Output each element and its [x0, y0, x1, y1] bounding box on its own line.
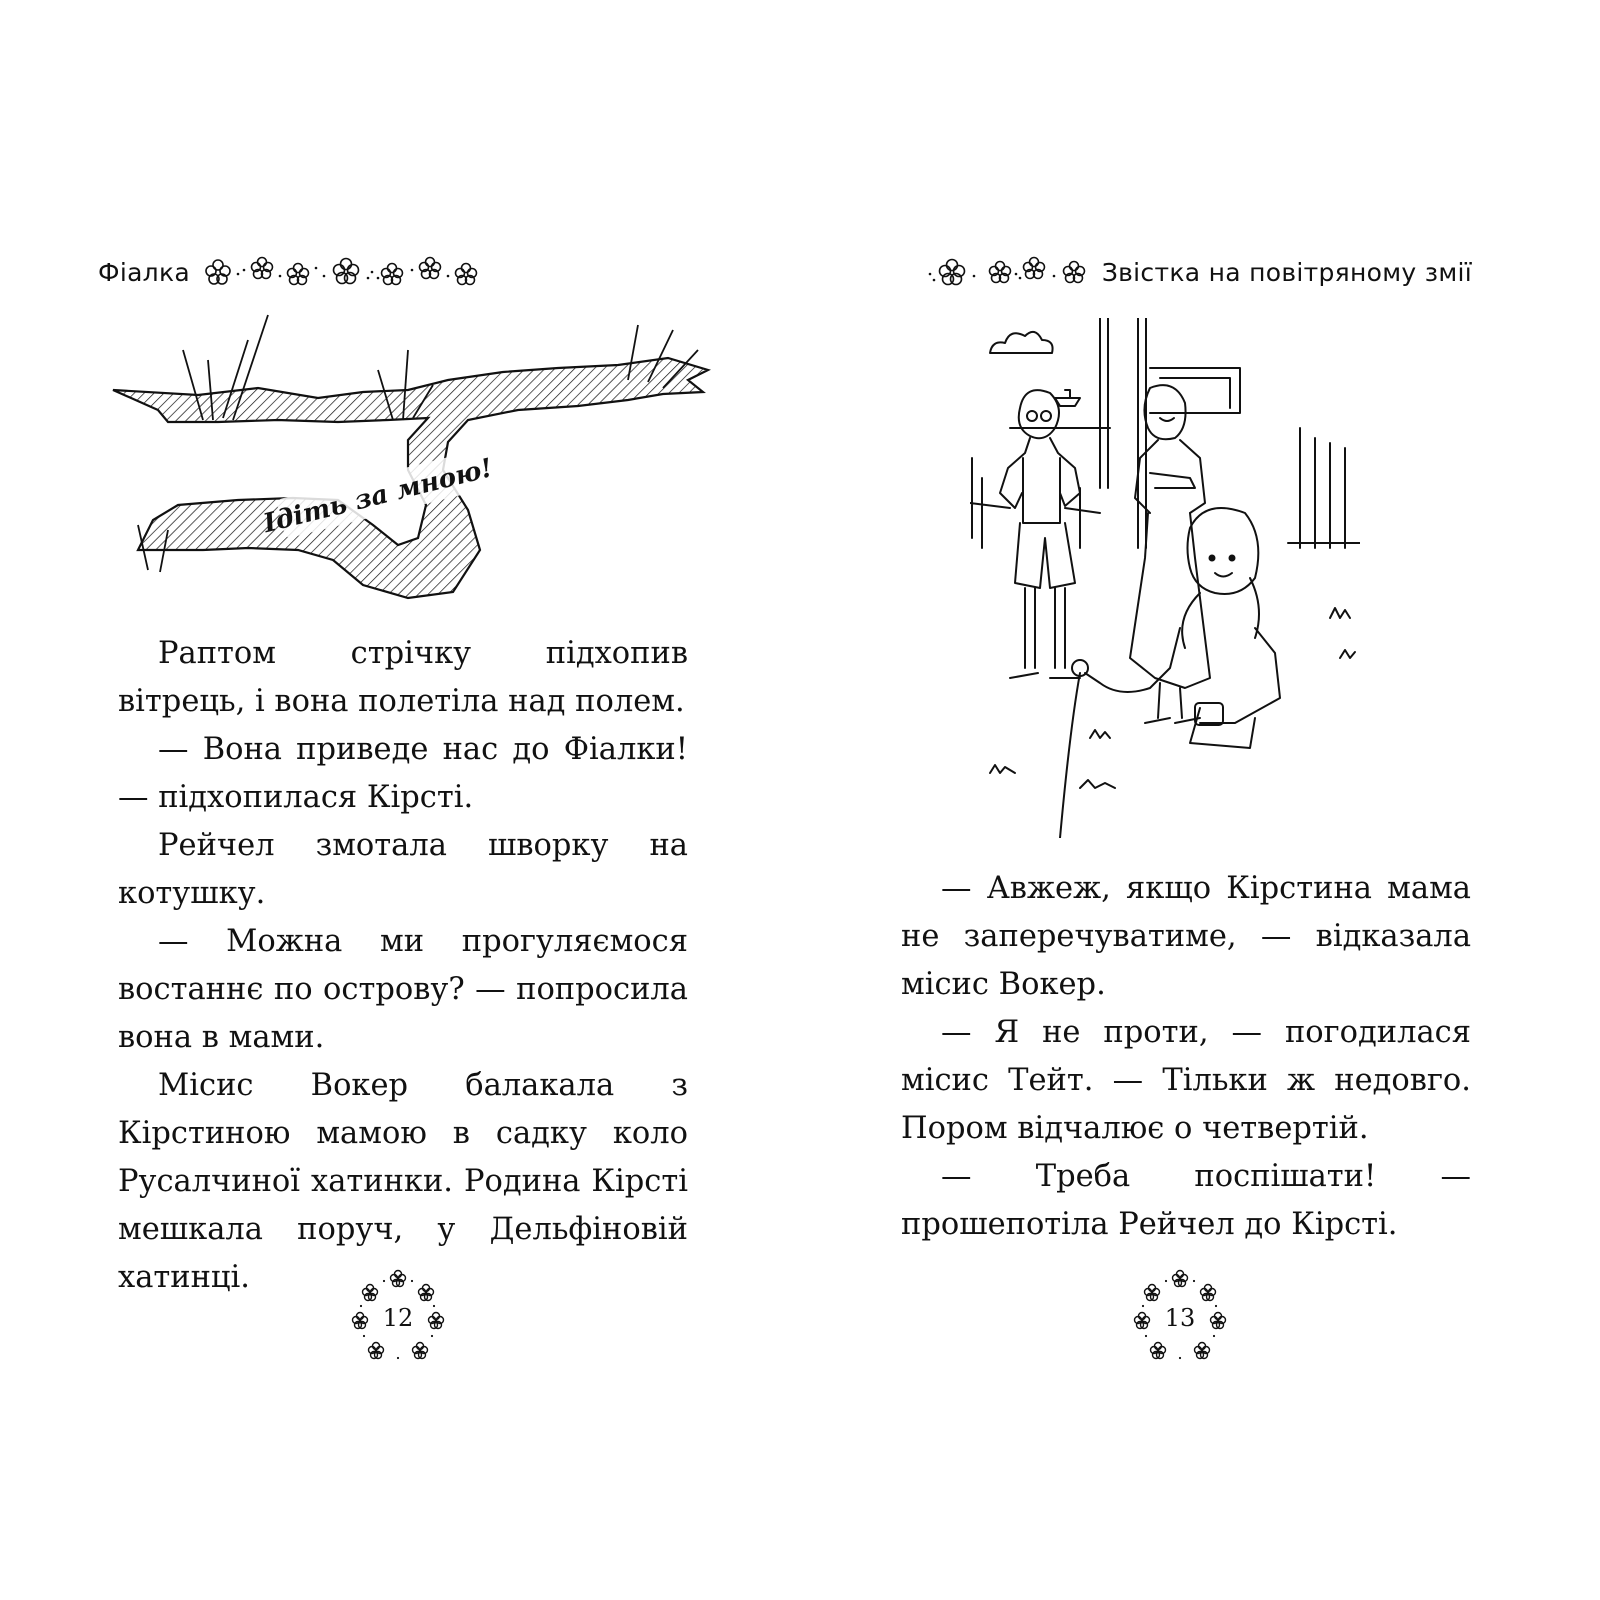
paragraph: Місис Вокер балакала з Кірстиною мамою в садку коло Русалчиної хатинки. Родина Кірсті мешкала поруч, у Дельфіновій хатинці.: [118, 1068, 688, 1295]
page-number: 13: [1164, 1304, 1196, 1332]
right-page: [800, 0, 1600, 1600]
banner-text: Ідіть за мною!: [260, 453, 496, 540]
body-text-right: [901, 865, 1471, 1249]
running-head-title: Звістка на повітряному змії: [1101, 257, 1472, 287]
cloud-icon: [990, 332, 1053, 353]
paragraph: — Треба поспішати! — прошепотіла Рейчел до Кірсті.: [901, 1159, 1471, 1242]
girl-holding-kite-reel: [1060, 508, 1280, 838]
paragraph: — Вона приведе нас до Фіалки! — підхопилася Кірсті.: [118, 732, 688, 815]
running-head-left: [98, 250, 480, 294]
body-text-left: [118, 630, 688, 1302]
running-head-right: [922, 250, 1472, 294]
page-number: 12: [382, 1304, 414, 1332]
girls-in-garden-illustration: [970, 318, 1360, 838]
flower-chain-ornament-icon: [200, 254, 480, 290]
page-number-left: [348, 1268, 448, 1368]
girl-with-glasses: [1000, 390, 1080, 678]
page-number-right: [1130, 1268, 1230, 1368]
paragraph: Раптом стрічку підхопив вітрець, і вона полетіла над полем.: [118, 636, 688, 719]
paragraph: — Можна ми прогуляємося востаннє по острову? — попросила вона в мами.: [118, 924, 688, 1055]
girl-in-skirt: [1130, 385, 1210, 723]
running-head-title: Фіалка: [98, 257, 190, 287]
paragraph: Рейчел змотала шворку на котушку.: [118, 828, 688, 911]
flower-chain-ornament-icon: [922, 254, 1092, 290]
paragraph: — Авжеж, якщо Кірстина мама не заперечуватиме, — відказала місис Вокер.: [901, 871, 1471, 1002]
ribbon-banner-illustration: [108, 310, 728, 620]
paragraph: — Я не проти, — погодилася місис Тейт. — Тільки ж недовго. Пором відчалює о четвертій.: [901, 1015, 1471, 1146]
